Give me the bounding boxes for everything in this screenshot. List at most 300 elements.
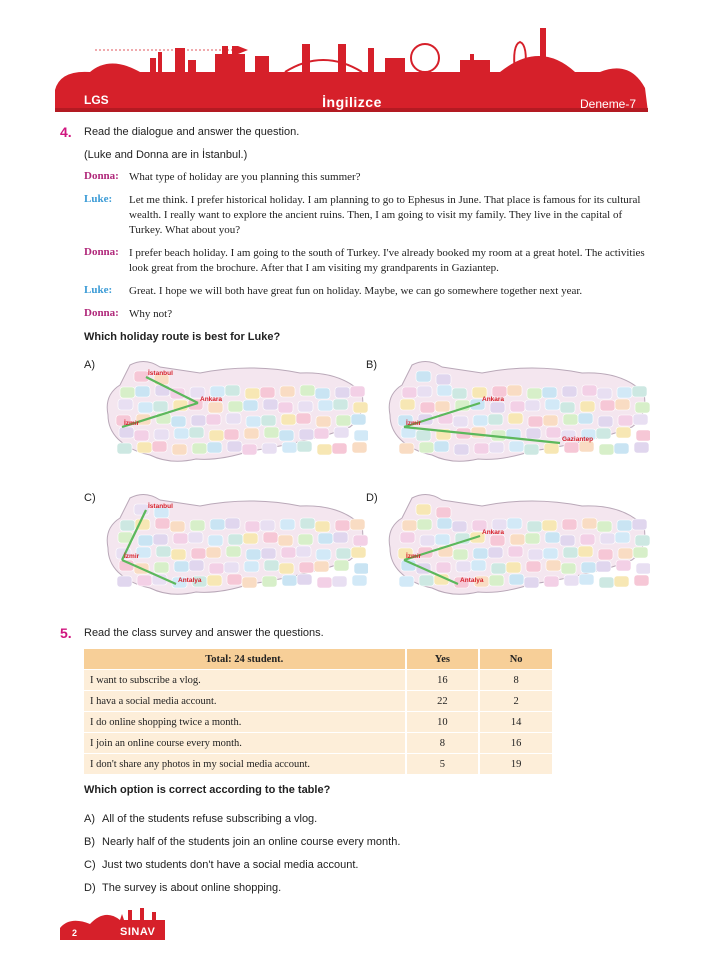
province-patch (264, 427, 279, 438)
province-patch (632, 519, 647, 530)
province-patch (208, 535, 223, 546)
province-patch (525, 400, 540, 411)
option-letter: C) (84, 492, 96, 504)
province-patch (245, 388, 260, 399)
province-patch (299, 562, 314, 573)
province-patch (315, 388, 330, 399)
footer-brand: SINAV (120, 926, 156, 938)
province-patch (419, 575, 434, 586)
turkey-route-map[interactable] (382, 355, 650, 473)
province-patch (352, 442, 367, 453)
province-patch (300, 385, 315, 396)
province-patch (617, 387, 632, 398)
province-patch (419, 442, 434, 453)
province-patch (615, 532, 630, 543)
province-patch (333, 532, 348, 543)
province-patch (189, 427, 204, 438)
province-patch (243, 400, 258, 411)
table-row (84, 754, 552, 775)
question-4-prompt: Which holiday route is best for Luke? (84, 331, 281, 343)
province-patch (262, 443, 277, 454)
answer-option-a[interactable] (84, 809, 400, 832)
province-patch (225, 385, 240, 396)
province-patch (617, 520, 632, 531)
province-patch (209, 430, 224, 441)
province-patch (117, 576, 132, 587)
province-patch (138, 402, 153, 413)
speaker-label: Donna: (84, 170, 119, 182)
header-subject: İngilizce (322, 94, 382, 110)
province-patch (618, 415, 633, 426)
province-patch (191, 548, 206, 559)
province-patch (506, 562, 521, 573)
province-patch (282, 442, 297, 453)
province-patch (192, 443, 207, 454)
province-patch (582, 385, 597, 396)
province-patch (560, 402, 575, 413)
province-patch (597, 521, 612, 532)
province-patch (260, 520, 275, 531)
province-patch (315, 521, 330, 532)
province-patch (120, 387, 135, 398)
province-patch (545, 399, 560, 410)
province-patch (582, 518, 597, 529)
table-cell: 8 (405, 733, 479, 754)
province-patch (562, 386, 577, 397)
province-patch (298, 401, 313, 412)
table-row (84, 670, 552, 691)
province-patch (473, 415, 488, 426)
province-patch (227, 574, 242, 585)
province-patch (614, 443, 629, 454)
province-patch (528, 416, 543, 427)
province-patch (351, 414, 366, 425)
province-patch (599, 577, 614, 588)
province-patch (278, 535, 293, 546)
table-cell: I want to subscribe a vlog. (84, 670, 405, 691)
question-4-context: (Luke and Donna are in İstanbul.) (84, 149, 248, 161)
province-patch (399, 443, 414, 454)
table-cell: 19 (478, 754, 552, 775)
province-patch (416, 504, 431, 515)
province-patch (579, 574, 594, 585)
table-cell: 14 (478, 712, 552, 733)
province-patch (633, 414, 648, 425)
province-patch (546, 427, 561, 438)
province-patch (598, 549, 613, 560)
province-patch (155, 518, 170, 529)
province-patch (420, 535, 435, 546)
province-patch (417, 386, 432, 397)
province-patch (154, 429, 169, 440)
province-patch (580, 401, 595, 412)
province-patch (636, 430, 650, 441)
province-patch (227, 441, 242, 452)
province-patch (615, 399, 630, 410)
province-patch (332, 576, 347, 587)
province-patch (350, 519, 365, 530)
province-patch (208, 402, 223, 413)
city-label: Antalya (178, 577, 202, 584)
province-patch (206, 547, 221, 558)
province-patch (524, 444, 539, 455)
province-patch (226, 546, 241, 557)
province-patch (317, 444, 332, 455)
header-exam-name: Deneme-7 (580, 97, 637, 111)
province-patch (242, 444, 257, 455)
speaker-label: Luke: (84, 193, 113, 205)
province-patch (335, 387, 350, 398)
table-cell: I don't share any photos in my social media account. (84, 754, 405, 775)
province-patch (138, 535, 153, 546)
province-patch (562, 519, 577, 530)
province-patch (618, 548, 633, 559)
table-cell: 16 (405, 670, 479, 691)
city-label: Ankara (200, 396, 223, 403)
province-patch (544, 443, 559, 454)
dialogue-line (84, 284, 650, 299)
province-patch (416, 371, 431, 382)
column-header: No (478, 649, 552, 670)
province-patch (350, 386, 365, 397)
province-patch (527, 521, 542, 532)
province-patch (224, 429, 239, 440)
province-patch (318, 533, 333, 544)
speaker-label: Donna: (84, 307, 119, 319)
province-patch (526, 561, 541, 572)
page-header (0, 0, 704, 118)
province-patch (600, 400, 615, 411)
province-patch (597, 388, 612, 399)
dialogue-text: Let me think. I prefer historical holiday. I am planning to go to Ephesus in June. That place is famous for its cultural wealth. I really want to explore the ancient ruins. Then, I am going to visit my family. They live in the capital of Turkey. What about you? (129, 194, 641, 236)
city-label: Gaziantep (562, 436, 594, 443)
province-patch (280, 519, 295, 530)
province-patch (400, 399, 415, 410)
city-label: İzmir (406, 553, 422, 560)
province-patch (578, 546, 593, 557)
province-patch (173, 533, 188, 544)
province-patch (334, 427, 349, 438)
province-patch (616, 560, 631, 571)
province-patch (335, 520, 350, 531)
province-patch (228, 401, 243, 412)
answer-text: All of the students refuse subscribing a vlog. (102, 813, 318, 825)
province-patch (474, 443, 489, 454)
column-header: Yes (405, 649, 479, 670)
province-patch (224, 562, 239, 573)
dialogue-line (84, 193, 650, 238)
table-cell: I do online shopping twice a month. (84, 712, 405, 733)
province-patch (153, 534, 168, 545)
province-patch (635, 535, 650, 546)
city-label: İzmir (124, 553, 140, 560)
province-patch (243, 533, 258, 544)
question-4-instruction: Read the dialogue and answer the question. (84, 126, 300, 138)
dialogue-text: What type of holiday are you planning this summer? (129, 171, 361, 183)
city-label: İstanbul (148, 370, 173, 377)
province-patch (332, 443, 347, 454)
turkey-route-map[interactable] (382, 488, 650, 606)
answer-letter: D) (84, 882, 96, 894)
province-patch (634, 575, 649, 586)
province-patch (526, 428, 541, 439)
province-patch (636, 563, 650, 574)
province-patch (436, 507, 451, 518)
province-patch (244, 561, 259, 572)
province-patch (282, 575, 297, 586)
province-patch (614, 576, 629, 587)
table-cell: I join an online course every month. (84, 733, 405, 754)
province-patch (299, 429, 314, 440)
province-patch (616, 427, 631, 438)
province-patch (490, 535, 505, 546)
province-patch (336, 548, 351, 559)
province-patch (527, 388, 542, 399)
province-patch (318, 400, 333, 411)
province-patch (174, 428, 189, 439)
province-patch (263, 532, 278, 543)
dialogue-line (84, 170, 650, 185)
province-patch (632, 386, 647, 397)
option-letter: D) (366, 492, 378, 504)
province-patch (454, 444, 469, 455)
dialogue-line (84, 246, 650, 276)
province-patch (206, 414, 221, 425)
answer-options (84, 809, 400, 901)
province-patch (435, 534, 450, 545)
survey-table (84, 649, 552, 775)
city-label: Ankara (482, 396, 505, 403)
province-patch (261, 415, 276, 426)
city-label: İstanbul (148, 503, 173, 510)
province-patch (137, 442, 152, 453)
table-cell: 22 (405, 691, 479, 712)
header-level: LGS (84, 93, 109, 107)
table-cell: 2 (478, 691, 552, 712)
province-patch (134, 430, 149, 441)
column-header: Total: 24 student. (84, 649, 405, 670)
province-patch (117, 443, 132, 454)
province-patch (434, 441, 449, 452)
province-patch (279, 430, 294, 441)
province-patch (333, 399, 348, 410)
province-patch (226, 413, 241, 424)
province-patch (452, 388, 467, 399)
province-patch (596, 428, 611, 439)
province-patch (471, 560, 486, 571)
province-patch (246, 549, 261, 560)
dialogue (84, 170, 650, 322)
province-patch (246, 416, 261, 427)
province-patch (351, 547, 366, 558)
province-patch (244, 428, 259, 439)
province-patch (300, 518, 315, 529)
dialogue-text: I prefer beach holiday. I am going to the south of Turkey. I've already booked my room at a great hotel. The activities look great from the brochure. After that I am visiting my grandparents in Gaziantep. (129, 247, 645, 274)
province-patch (135, 386, 150, 397)
city-label: Antalya (460, 577, 484, 584)
province-patch (542, 387, 557, 398)
province-patch (298, 534, 313, 545)
province-patch (207, 442, 222, 453)
province-patch (489, 442, 504, 453)
province-patch (354, 430, 368, 441)
province-patch (170, 521, 185, 532)
province-patch (491, 563, 506, 574)
province-patch (353, 535, 368, 546)
province-patch (120, 520, 135, 531)
province-patch (545, 532, 560, 543)
speaker-label: Donna: (84, 246, 119, 258)
province-patch (528, 549, 543, 560)
province-patch (245, 521, 260, 532)
province-patch (334, 560, 349, 571)
province-patch (437, 385, 452, 396)
answer-option-c[interactable] (84, 855, 400, 878)
province-patch (509, 574, 524, 585)
province-patch (296, 546, 311, 557)
province-patch (156, 546, 171, 557)
table-cell: 16 (478, 733, 552, 754)
province-patch (543, 415, 558, 426)
province-patch (317, 577, 332, 588)
answer-text: Just two students don't have a social media account. (102, 859, 359, 871)
province-patch (209, 563, 224, 574)
province-patch (171, 549, 186, 560)
province-patch (561, 563, 576, 574)
dialogue-text: Great. I hope we will both have great fun on holiday. Maybe, we can go somewhere together next year. (129, 285, 583, 297)
province-patch (453, 416, 468, 427)
province-patch (490, 402, 505, 413)
province-patch (280, 386, 295, 397)
answer-letter: B) (84, 836, 95, 848)
province-patch (207, 575, 222, 586)
province-patch (509, 441, 524, 452)
province-patch (402, 387, 417, 398)
province-patch (399, 576, 414, 587)
city-label: Ankara (482, 529, 505, 536)
province-patch (297, 574, 312, 585)
option-letter: B) (366, 359, 377, 371)
turkey-route-map[interactable] (100, 355, 368, 473)
province-patch (353, 402, 368, 413)
province-patch (188, 532, 203, 543)
city-label: İzmir (124, 420, 140, 427)
province-patch (242, 577, 257, 588)
province-patch (152, 441, 167, 452)
province-patch (471, 427, 486, 438)
province-patch (578, 413, 593, 424)
province-patch (507, 385, 522, 396)
province-patch (316, 416, 331, 427)
question-4-number: 4. (60, 124, 72, 140)
province-patch (228, 534, 243, 545)
table-cell: 8 (478, 670, 552, 691)
dialogue-text: Why not? (129, 308, 173, 320)
province-patch (600, 533, 615, 544)
province-patch (437, 518, 452, 529)
question-5-instruction: Read the class survey and answer the questions. (84, 627, 324, 639)
province-patch (488, 414, 503, 425)
province-patch (546, 560, 561, 571)
province-patch (456, 561, 471, 572)
province-patch (564, 442, 579, 453)
province-patch (560, 535, 575, 546)
province-patch (336, 415, 351, 426)
answer-letter: C) (84, 859, 96, 871)
province-patch (225, 518, 240, 529)
province-patch (281, 547, 296, 558)
province-patch (261, 548, 276, 559)
province-patch (174, 561, 189, 572)
province-patch (314, 561, 329, 572)
province-patch (416, 430, 431, 441)
province-patch (118, 399, 133, 410)
province-patch (190, 520, 205, 531)
dialogue-line (84, 307, 650, 322)
answer-text: Nearly half of the students join an online course every month. (102, 836, 401, 848)
province-patch (296, 413, 311, 424)
province-patch (508, 413, 523, 424)
province-patch (420, 402, 435, 413)
province-patch (599, 444, 614, 455)
answer-letter: A) (84, 813, 95, 825)
province-patch (210, 519, 225, 530)
province-patch (264, 560, 279, 571)
province-patch (435, 401, 450, 412)
province-patch (544, 576, 559, 587)
province-patch (635, 402, 650, 413)
province-patch (279, 563, 294, 574)
province-patch (596, 561, 611, 572)
table-row (84, 691, 552, 712)
province-patch (352, 575, 367, 586)
city-label: İzmir (406, 420, 422, 427)
province-patch (542, 520, 557, 531)
speaker-label: Luke: (84, 284, 113, 296)
province-patch (563, 547, 578, 558)
question-5-number: 5. (60, 625, 72, 641)
province-patch (354, 563, 368, 574)
province-patch (171, 416, 186, 427)
province-patch (436, 374, 451, 385)
province-patch (634, 442, 649, 453)
province-patch (263, 399, 278, 410)
table-cell: 5 (405, 754, 479, 775)
province-patch (507, 518, 522, 529)
province-patch (260, 387, 275, 398)
province-patch (581, 562, 596, 573)
province-patch (402, 520, 417, 531)
turkey-route-map[interactable] (100, 488, 368, 606)
table-row (84, 733, 552, 754)
province-patch (316, 549, 331, 560)
province-patch (508, 546, 523, 557)
province-patch (598, 416, 613, 427)
province-patch (262, 576, 277, 587)
province-patch (314, 428, 329, 439)
province-patch (489, 575, 504, 586)
table-row (84, 712, 552, 733)
province-patch (453, 549, 468, 560)
province-patch (488, 547, 503, 558)
answer-option-b[interactable] (84, 832, 400, 855)
province-patch (510, 534, 525, 545)
province-patch (172, 444, 187, 455)
answer-option-d[interactable] (84, 878, 400, 901)
province-patch (417, 519, 432, 530)
province-patch (525, 533, 540, 544)
province-patch (153, 401, 168, 412)
